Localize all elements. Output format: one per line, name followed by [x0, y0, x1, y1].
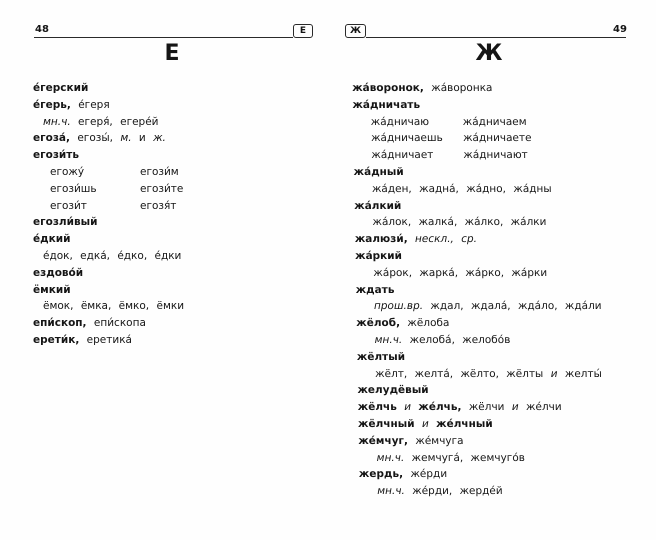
grammar-label: мн.ч. [43, 115, 71, 128]
entry-headword-line [358, 433, 604, 450]
headword: егози́ть [33, 149, 80, 162]
entry-headword-line [358, 399, 604, 416]
entry-headword-line [357, 382, 603, 399]
conjugation-row [33, 198, 230, 215]
entry-forms-line [354, 214, 600, 231]
headword: же́лчь, [418, 401, 462, 414]
entry-forms-line [354, 181, 600, 198]
dictionary-entry [33, 332, 230, 349]
dictionary-entry [358, 399, 604, 416]
conjugation-row [353, 147, 599, 164]
entry-headword-line [33, 130, 230, 147]
entry-headword-line [33, 315, 230, 332]
entry-forms-line [356, 332, 602, 349]
conjugation-row [33, 181, 230, 198]
dictionary-entry [352, 80, 598, 97]
headword: жалюзи́, [354, 233, 408, 246]
conjugation-form: жа́дничаешь [370, 132, 443, 145]
headword: ждать [355, 283, 395, 296]
dictionary-entry [33, 282, 230, 316]
dictionary-entry [33, 231, 230, 265]
headword: е́герский [33, 82, 89, 94]
word-forms: ждал, ждала́, жда́ло, жда́ли [430, 300, 602, 313]
headword: ездово́й [33, 266, 84, 279]
headword: жёлтый [356, 350, 406, 363]
headword: жа́дничать [352, 98, 421, 111]
dictionary-entry [357, 382, 603, 399]
entry-headword-line [33, 231, 230, 248]
entry-list [352, 80, 605, 500]
word-forms: жёлоба [407, 317, 450, 330]
word-forms: же́рди [410, 468, 448, 481]
section-letter-heading: Ж [475, 41, 503, 66]
headword: жёлчь [357, 401, 397, 414]
entry-headword-line [359, 466, 605, 483]
section-letter-heading: Е [164, 41, 180, 66]
entry-headword-line [33, 332, 230, 349]
entry-headword-line [352, 80, 598, 97]
word-forms: жёлт, желта́, жёлто, жёлты [375, 367, 544, 380]
entry-headword-line [354, 198, 600, 215]
headword: жа́воронок, [352, 82, 424, 94]
word-forms: же́мчуга [415, 434, 464, 447]
headword: жёлоб, [356, 317, 401, 330]
headword: желудёвый [357, 384, 429, 397]
conjugation-form: жа́дничаем [462, 115, 527, 128]
dictionary-entry [357, 349, 603, 383]
entry-headword-line [357, 349, 603, 366]
word-forms: егозы́, [77, 132, 113, 145]
word-forms: ёмок, ёмка, ёмко, ёмки [43, 300, 185, 313]
word-forms: жемчуга́, жемчуго́в [411, 451, 525, 464]
grammar-label: мн.ч. [376, 451, 405, 464]
conjugation-form: егози́м [140, 165, 179, 178]
dictionary-entry [33, 80, 230, 97]
dictionary-entry [354, 198, 600, 232]
letter-tab: Ж [345, 24, 366, 38]
headword: е́герь, [33, 98, 71, 111]
word-forms: и [138, 132, 146, 145]
dictionary-page-right [328, 0, 656, 540]
dictionary-entry [358, 416, 604, 433]
dictionary-entry [355, 231, 601, 248]
page-number: 49 [613, 24, 627, 35]
word-forms: желты́ [564, 367, 602, 380]
dictionary-entry [33, 130, 230, 147]
grammar-label: и [421, 417, 429, 430]
headword: епи́скоп, [33, 317, 87, 330]
entry-headword-line [33, 282, 230, 299]
conjugation-row [353, 114, 599, 131]
word-forms: жа́ден, жадна́, жа́дно, жа́дны [371, 182, 552, 195]
conjugation-form: жа́дничают [463, 149, 528, 162]
word-forms: еретика́ [86, 333, 132, 346]
dictionary-entry [33, 315, 230, 332]
word-forms: жёлчи [468, 401, 505, 414]
dictionary-entry [353, 164, 599, 198]
dictionary-entry [33, 265, 230, 282]
entry-headword-line [33, 80, 230, 97]
entry-headword-line [33, 147, 230, 164]
conjugation-table [33, 164, 230, 214]
header-rule [34, 37, 293, 38]
conjugation-row [353, 130, 599, 147]
entry-list [33, 80, 230, 349]
headword: же́лчный [435, 417, 493, 430]
entry-headword-line [356, 315, 602, 332]
word-forms: же́лчи [525, 401, 562, 414]
dictionary-entry [358, 433, 604, 467]
entry-forms-line [357, 366, 603, 383]
conjugation-row [33, 164, 230, 181]
grammar-label: прош.вр. [373, 300, 424, 313]
entry-headword-line [33, 265, 230, 282]
dictionary-entry [355, 248, 601, 282]
word-forms: жа́лок, жалка́, жа́лко, жа́лки [372, 216, 547, 229]
grammar-label: ж. [153, 132, 166, 145]
entry-headword-line [355, 248, 601, 265]
word-forms: е́геря [78, 98, 110, 111]
entry-headword-line [353, 164, 599, 181]
conjugation-table [353, 114, 599, 164]
grammar-label: и [550, 367, 558, 380]
entry-headword-line [33, 214, 230, 231]
entry-forms-line [33, 114, 230, 131]
conjugation-form: егози́т [50, 199, 87, 212]
dictionary-entry [356, 315, 602, 349]
headword: егоза́, [33, 132, 70, 145]
headword: е́дкий [33, 233, 71, 246]
conjugation-form: егозя́т [140, 199, 177, 212]
headword: жа́дный [353, 165, 404, 178]
entry-headword-line [355, 231, 601, 248]
entry-forms-line [358, 450, 604, 467]
conjugation-form: егози́шь [50, 182, 97, 195]
word-forms: егеря́, егере́й [78, 115, 159, 128]
entry-forms-line [355, 265, 601, 282]
conjugation-form: жа́дничаю [370, 115, 430, 128]
headword: жердь, [358, 468, 404, 481]
headword: жа́ркий [354, 249, 403, 262]
headword: ерети́к, [33, 333, 80, 346]
conjugation-form: егожу́ [50, 165, 85, 178]
entry-forms-line [33, 248, 230, 265]
word-forms: е́док, едка́, е́дко, е́дки [43, 249, 182, 262]
grammar-label: и [404, 401, 412, 414]
headword: ёмкий [33, 283, 71, 296]
headword: егозли́вый [33, 216, 98, 229]
entry-headword-line [33, 97, 230, 114]
word-forms: епи́скопа [93, 317, 146, 330]
conjugation-form: жа́дничает [371, 149, 434, 162]
conjugation-form: жа́дничаете [462, 132, 532, 145]
entry-forms-line [356, 298, 602, 315]
headword: жа́лкий [354, 199, 402, 212]
dictionary-entry [352, 97, 599, 164]
grammar-label: мн.ч. [374, 333, 403, 346]
headword: жёлчный [357, 417, 415, 430]
headword: же́мчуг, [358, 434, 409, 447]
dictionary-entry [33, 97, 230, 131]
dictionary-entry [359, 466, 605, 500]
conjugation-form: егози́те [140, 182, 184, 195]
dictionary-entry [33, 214, 230, 231]
entry-headword-line [358, 416, 604, 433]
dictionary-entry [33, 147, 230, 214]
dictionary-entry [356, 282, 602, 316]
word-forms: же́рди, жерде́й [412, 485, 503, 498]
letter-tab: Е [293, 24, 313, 38]
word-forms: жа́рок, жарка́, жа́рко, жа́рки [373, 266, 548, 279]
header-rule [366, 37, 626, 38]
grammar-label: мн.ч. [377, 485, 405, 498]
word-forms: жа́воронка [431, 82, 493, 94]
entry-headword-line [356, 282, 602, 299]
grammar-label: нескл., ср. [414, 233, 478, 246]
entry-forms-line [33, 298, 230, 315]
grammar-label: и [511, 401, 519, 414]
word-forms: желоба́, желобо́в [409, 333, 511, 346]
entry-forms-line [359, 483, 605, 500]
entry-headword-line [352, 97, 598, 114]
page-number: 48 [35, 24, 49, 35]
grammar-label: м. [120, 132, 132, 145]
